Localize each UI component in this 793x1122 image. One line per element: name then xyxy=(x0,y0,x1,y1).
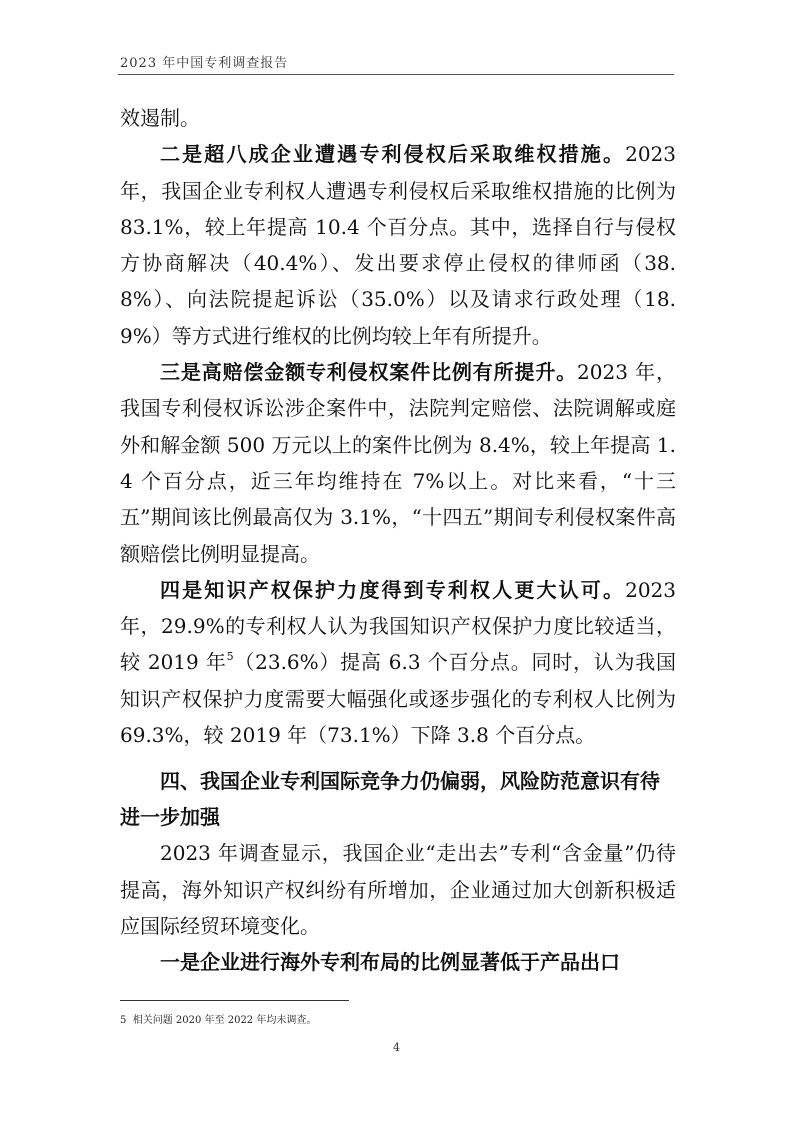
running-header: 2023 年中国专利调查报告 xyxy=(120,56,289,71)
footnote-reference[interactable]: 5 xyxy=(226,650,234,664)
paragraph-continuation: 效遏制。 xyxy=(120,106,200,130)
paragraph-lead: 一是企业进行海外专利布局的比例显著低于产品出口 xyxy=(160,950,620,975)
footnote xyxy=(120,1011,316,1026)
page-body xyxy=(120,100,676,981)
paragraph-lead: 四是知识产权保护力度得到专利权人更大认可。 xyxy=(160,577,626,602)
footnote-marker: 5 xyxy=(120,1015,127,1026)
paragraph-lead: 三是高赔偿金额专利侵权案件比例有所提升。 xyxy=(160,360,578,385)
header-divider xyxy=(118,74,674,75)
paragraph-infringement-response xyxy=(120,136,676,354)
footnote-text: 相关问题 2020 年至 2022 年均未调查。 xyxy=(132,1015,317,1026)
page-number: 4 xyxy=(393,1041,400,1054)
paragraph-text: （23.6%）提高 6.3 个百分点。同时，认为我国知识产权保护力度需要大幅强化或逐步强化的专利权人比例为 69.3%，较 2019 年（73.1%）下降 3.8 个百分点。 xyxy=(120,650,676,748)
paragraph-overseas-layout xyxy=(120,944,676,980)
paragraph-lead: 二是超八成企业遭遇专利侵权后采取维权措施。 xyxy=(160,142,626,167)
paragraph-text: 2023 年，我国专利侵权诉讼涉企案件中，法院判定赔偿、法院调解或庭外和解金额 500 万元以上的案件比例为 8.4%，较上年提高 1.4 个百分点，近三年均维持在 7%以上。对比来看，“十三五”期间该比例最高仅为 3.1%，“十四五”期间专利侵权案件高额赔偿比例明显提高。 xyxy=(120,360,676,566)
section-heading: 四、我国企业专利国际竞争力仍偏弱，风险防范意识有待进一步加强 xyxy=(120,769,660,830)
footnote-divider xyxy=(120,1000,349,1001)
paragraph-protection-recognition xyxy=(120,572,676,753)
paragraph-text: 2023 年，29.9%的专利权人认为我国知识产权保护力度比较适当，较 2019 年 xyxy=(120,577,676,675)
paragraph-section-intro: 2023 年调查显示，我国企业“走出去”专利“含金量”仍待提高，海外知识产权纠纷有所增加，企业通过加大创新积极适应国际经贸环境变化。 xyxy=(120,841,676,938)
paragraph-text: 2023 年，我国企业专利权人遭遇专利侵权后采取维权措施的比例为 83.1%，较上年提高 10.4 个百分点。其中，选择自行与侵权方协商解决（40.4%）、发出要求停止侵权的律师函（38.8%）、向法院提起诉讼（35.0%）以及请求行政处理（18.9%）等方式进行维权的比例均较上年有所提升。 xyxy=(120,142,676,348)
paragraph-high-compensation xyxy=(120,354,676,572)
